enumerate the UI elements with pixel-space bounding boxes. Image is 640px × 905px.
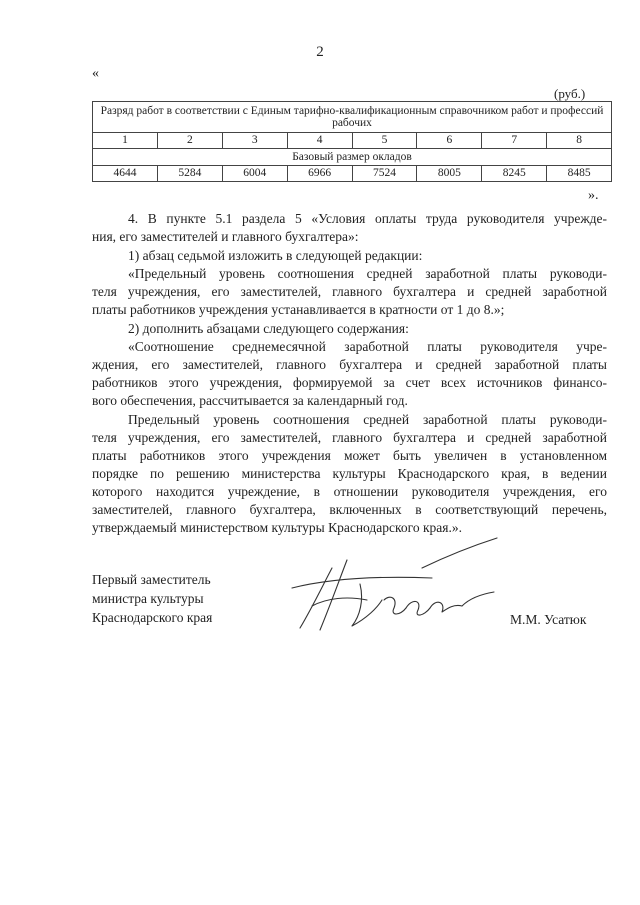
text-line: теля учреждения, его заместителей, главного бухгалтера и средней заработной [92,284,607,299]
text-line: заместителей, главного бухгалтера, включенных в соответствующий перечень, [92,502,607,517]
paragraph-limit-increase [92,411,607,537]
paragraph-subitem-2 [92,320,607,338]
table-subheader: Базовый размер окладов [93,149,612,166]
grade-cell: 7 [482,133,547,149]
salary-cell: 4644 [93,166,158,182]
signatory-title [92,570,212,627]
currency-unit: (руб.) [554,86,586,101]
signatory-title-line: министра культуры [92,591,204,606]
paragraph-quote-limit [92,265,607,319]
text-line: 1) абзац седьмой изложить в следующей редакции: [128,248,423,263]
salary-cell: 8245 [482,166,547,182]
grade-cell: 3 [222,133,287,149]
paragraph-subitem-1 [92,247,607,265]
grade-cell: 8 [547,133,612,149]
text-line: платы работников учреждения устанавливается в кратности от 1 до 8.»; [92,302,505,317]
signatory-title-line: Первый заместитель [92,572,211,587]
grade-cell: 1 [93,133,158,149]
opening-quote: « [92,66,99,81]
closing-quote: ». [588,188,599,203]
salaries-row [93,166,612,182]
grade-cell: 4 [287,133,352,149]
text-line: «Соотношение среднемесячной заработной платы руководителя учре- [128,339,607,354]
handwritten-signature [272,528,502,638]
salary-cell: 8485 [547,166,612,182]
table-header: Разряд работ в соответствии с Единым тарифно-квалификационным справочником работ и профессий рабочих [93,102,612,133]
text-line: вого обеспечения, рассчитывается за календарный год. [92,393,408,408]
page-number: 2 [316,44,324,60]
text-line: утверждаемый министерством культуры Краснодарского края.». [92,520,462,535]
grade-cell: 6 [417,133,482,149]
text-line: платы работников этого учреждения может быть увеличен в установленном [92,448,607,463]
text-line: порядке по решению министерства культуры Краснодарского края, в ведении [92,466,607,481]
text-line: работников этого учреждения, формируемой за счет всех источников финансо- [92,375,607,390]
paragraph-item-4 [92,210,607,246]
text-line: 4. В пункте 5.1 раздела 5 «Условия оплаты труда руководителя учрежде- [128,211,607,226]
text-line: теля учреждения, его заместителей, главного бухгалтера и средней заработной [92,430,607,445]
signatory-title-line: Краснодарского края [92,610,213,625]
salary-table [92,101,612,182]
text-line: 2) дополнить абзацами следующего содержания: [128,321,409,336]
text-line: Предельный уровень соотношения средней заработной платы руководи- [128,412,607,427]
text-line: ния, его заместителей и главного бухгалтера»: [92,229,359,244]
signatory-name: М.М. Усатюк [510,612,587,627]
salary-cell: 5284 [157,166,222,182]
salary-cell: 6966 [287,166,352,182]
grade-cell: 2 [157,133,222,149]
text-line: которого находится учреждение, в отношении руководителя учреждения, его [92,484,607,499]
grade-cell: 5 [352,133,417,149]
salary-cell: 8005 [417,166,482,182]
grades-row [93,133,612,149]
text-line: «Предельный уровень соотношения средней заработной платы руководи- [128,266,607,281]
text-line: ждения, его заместителей, главного бухгалтера и средней заработной платы [92,357,607,372]
paragraph-quote-ratio [92,338,607,410]
salary-cell: 6004 [222,166,287,182]
salary-cell: 7524 [352,166,417,182]
